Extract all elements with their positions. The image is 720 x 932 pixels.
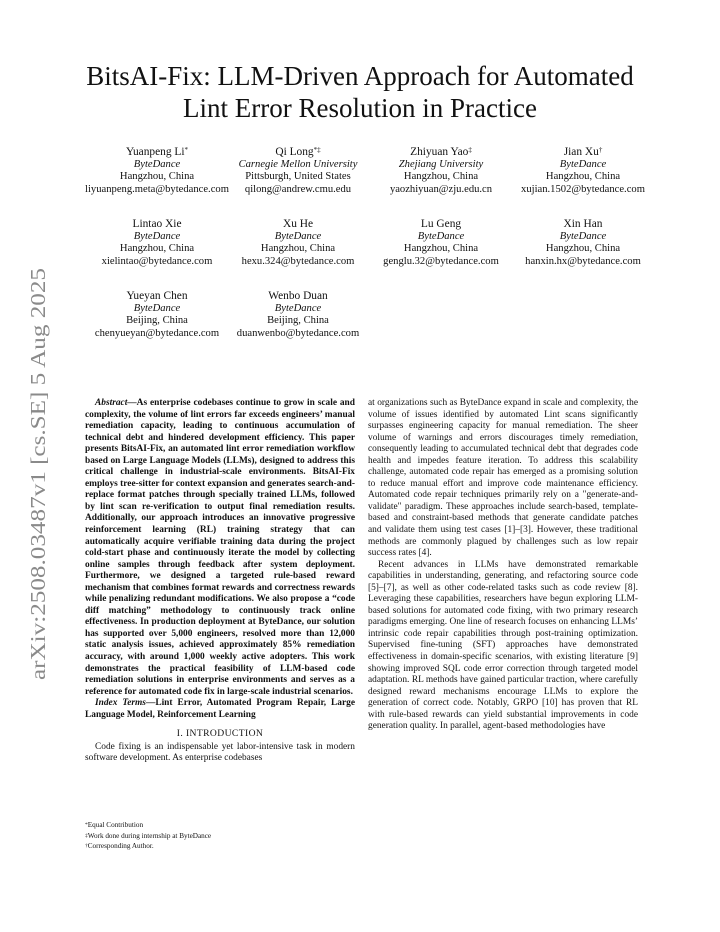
author-email: chenyueyan@bytedance.com <box>94 327 220 339</box>
author-location: Hangzhou, China <box>403 243 479 255</box>
author-email: duanwenbo@bytedance.com <box>236 327 360 339</box>
index-terms <box>85 698 355 721</box>
author-affiliation: Zhejiang University <box>398 158 484 170</box>
author-email: xielintao@bytedance.com <box>101 255 213 267</box>
author-name: Lu Geng <box>420 218 462 230</box>
author-name: Qi Long*‡ <box>275 146 321 158</box>
author-name: Jian Xu† <box>563 146 603 158</box>
author-location: Beijing, China <box>126 315 188 327</box>
author-name: Wenbo Duan <box>268 290 328 302</box>
author-location: Hangzhou, China <box>119 171 195 183</box>
author-affiliation: ByteDance <box>133 158 181 170</box>
intro-paragraph: Recent advances in LLMs have demonstrated remarkable capabilities in understanding, generating, and refactoring source code [5]–[7], as well as other code-related tasks such as code review [8]. Leveraging these capabilities, researchers have begun exploring LLM-based solutions for automated code fixing, with two primary research paradigms emerging. One line of research focuses on enhancing LLMs’ intrinsic code repair capabilities through post-training optimization. Supervised fine-tuning (SFT) approaches have demonstrated effectiveness in domain-specific scenarios, with existing literature [9] showing improved SQL code error correction through targeted model adaptation. RL methods have gained particular traction, where carefully designed reward mechanisms encourage LLMs to explore the generation of correct code. Notably, GRPO [10] has proven that RL with rule-based rewards can yield substantial improvements in code generation quality. In parallel, agent-based methodologies have <box>368 559 638 732</box>
author-location: Hangzhou, China <box>260 243 336 255</box>
author-name: Yuanpeng Li* <box>125 146 189 158</box>
arxiv-stamp-graphic <box>26 268 50 680</box>
arxiv-stamp <box>26 268 50 680</box>
abstract <box>85 398 355 698</box>
author-email: liyuanpeng.meta@bytedance.com <box>85 183 229 195</box>
author-location: Hangzhou, China <box>545 243 621 255</box>
right-column <box>368 398 638 733</box>
section-heading: I. INTRODUCTION <box>176 728 264 740</box>
author-name: Lintao Xie <box>132 218 182 230</box>
author-card <box>498 146 668 196</box>
index-terms-text: —Lint Error, Automated Program Repair, Large Language Model, Reinforcement Learning <box>85 698 355 720</box>
paper-title-line-1: BitsAI-Fix: LLM-Driven Approach for Automated <box>86 61 634 91</box>
author-affiliation: Carnegie Mellon University <box>238 158 358 170</box>
abstract-lead: Abstract <box>95 398 128 408</box>
author-affiliation: ByteDance <box>559 158 607 170</box>
author-affiliation: ByteDance <box>559 230 607 242</box>
author-name: Zhiyuan Yao‡ <box>410 146 472 158</box>
left-column <box>85 398 355 765</box>
author-location: Pittsburgh, United States <box>245 171 351 183</box>
footnote: ‡Work done during internship at ByteDance <box>85 831 212 840</box>
author-affiliation: ByteDance <box>274 230 322 242</box>
author-name: Yueyan Chen <box>126 290 188 302</box>
author-email: yaozhiyuan@zju.edu.cn <box>389 183 493 195</box>
author-affiliation: ByteDance <box>274 302 322 314</box>
author-email: hanxin.hx@bytedance.com <box>525 255 641 267</box>
footnote: †Corresponding Author. <box>85 842 154 851</box>
footnote: *Equal Contribution <box>85 821 144 829</box>
author-email: qilong@andrew.cmu.edu <box>244 183 352 195</box>
footnotes <box>85 820 355 852</box>
abstract-text: —As enterprise codebases continue to grow in scale and complexity, the volume of lint errors far exceeds engineers’ manual remediation capacity, leading to continuous accumulation of technical debt and hindered development efficiency. This paper presents BitsAI-Fix, an automated lint error remediation workflow based on Large Language Models (LLMs), designed to address this critical challenge in industrial-scale environments. BitsAI-Fix employs tree-sitter for context expansion and generates search-and-replace format patches through specially trained LLMs, followed by lint scan re-verification to output final remediation results. Additionally, our approach introduces an innovative progressive reinforcement learning (RL) training strategy that can automatically acquire verifiable training data during the project cold-start phase and continuously iterate the model by collecting online samples through feedback after system deployment. Furthermore, we designed a targeted rule-based reward mechanism that combines format rewards and correctness rewards while penalizing redundant modifications. We also propose a “code diff matching” methodology to continuously track online effectiveness. In production deployment at ByteDance, our solution has supported over 5,000 engineers, resolved more than 12,000 static analysis issues, achieved approximately 85% remediation accuracy, with around 1,000 weekly active adopters. This work demonstrates the practical feasibility of LLM-based code remediation solutions in enterprise environments and serves as a reference for automated code fix in large-scale industrial scenarios. <box>85 398 355 697</box>
author-card <box>213 290 383 340</box>
author-location: Hangzhou, China <box>403 171 479 183</box>
arxiv-stamp-text: arXiv:2508.03487v1 [cs.SE] 5 Aug 2025 <box>26 335 50 680</box>
intro-paragraph-continued: at organizations such as ByteDance expand in scale and complexity, the volume of issues identified by automated Lint scans significantly surpasses engineering capacity for manual remediation. The sheer volume of warnings and errors discourages timely remediation, consequently leading to accumulated technical debt that degrades code health and impedes feature iteration. To address this scalability challenge, automated code repair has emerged as a promising solution to reduce manual effort and improve code maintenance efficiency. Automated code repair techniques primarily rely on a "generate-and-validate" paradigm. These approaches include search-based, template-based and constraint-based methods that generate candidate patches and validate them using test cases [1]–[3]. However, these traditional methods are commonly plagued by challenges such as low repair success rates [4]. <box>368 398 638 559</box>
author-email: xujian.1502@bytedance.com <box>521 183 645 195</box>
author-location: Hangzhou, China <box>119 243 195 255</box>
index-terms-lead: Index Terms <box>95 698 146 709</box>
paper-title-line-2: Lint Error Resolution in Practice <box>183 93 537 123</box>
author-email: genglu.32@bytedance.com <box>383 255 499 267</box>
author-location: Beijing, China <box>267 315 329 327</box>
author-affiliation: ByteDance <box>133 230 181 242</box>
author-email: hexu.324@bytedance.com <box>241 255 355 267</box>
author-affiliation: ByteDance <box>133 302 181 314</box>
author-name: Xin Han <box>563 218 603 230</box>
intro-paragraph: Code fixing is an indispensable yet labor-intensive task in modern software development. As enterprise codebases <box>85 741 355 764</box>
author-name: Xu He <box>282 218 314 230</box>
author-card <box>498 218 668 268</box>
author-location: Hangzhou, China <box>545 171 621 183</box>
paper-title <box>0 60 720 124</box>
author-affiliation: ByteDance <box>417 230 465 242</box>
